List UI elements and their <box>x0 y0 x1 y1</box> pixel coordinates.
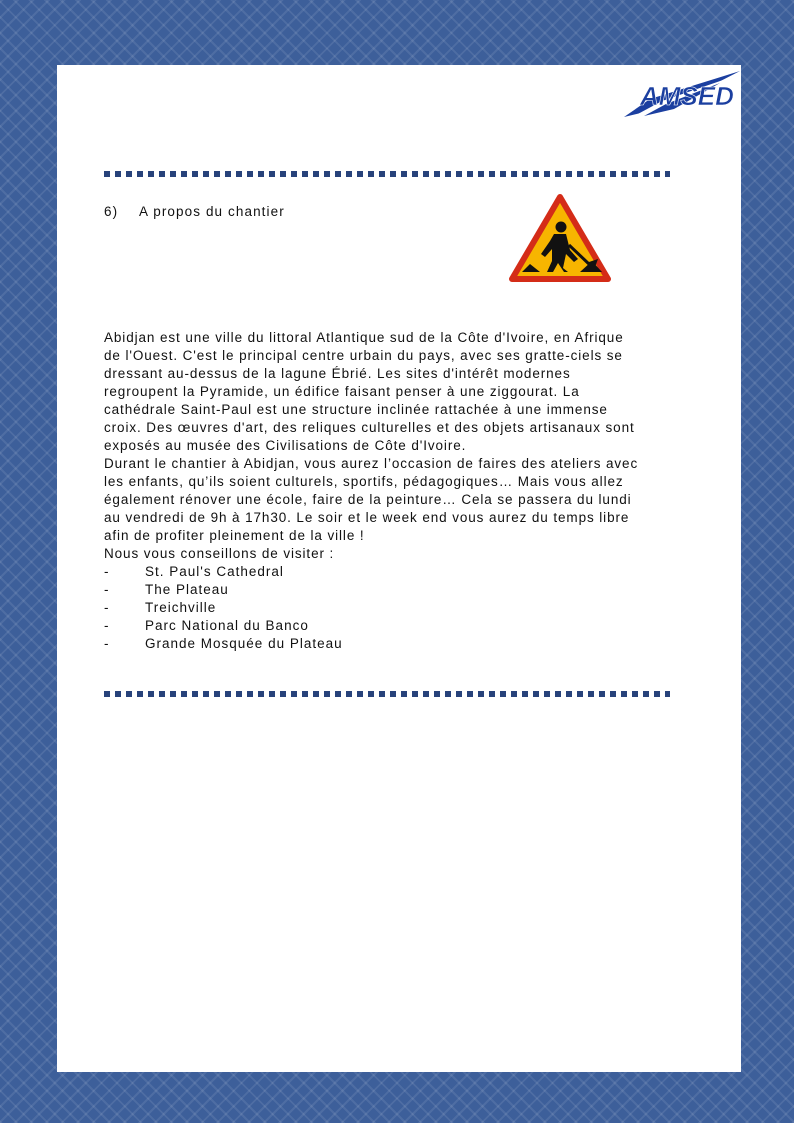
list-item <box>104 617 343 635</box>
list-bullet: - <box>104 636 110 651</box>
list-bullet: - <box>104 582 110 597</box>
visit-list <box>104 563 343 653</box>
section-heading <box>104 204 285 219</box>
list-item-label: St. Paul's Cathedral <box>145 564 284 579</box>
list-bullet: - <box>104 600 110 615</box>
page-sheet <box>57 65 741 1072</box>
list-item-label: Grande Mosquée du Plateau <box>145 636 343 651</box>
svg-text:AMSED: AMSED <box>640 81 734 111</box>
list-bullet: - <box>104 564 110 579</box>
paragraph-abidjan: Abidjan est une ville du littoral Atlantique sud de la Côte d'Ivoire, en Afrique de l'Ouest. C'est le principal centre urbain du pays, avec ses gratte-ciels se dressant au-dessus de la lagune Ébrié. Les sites d'intérêt modernes regroupent la Pyramide, un édifice faisant penser à une ziggourat. La cathédrale Saint-Paul est une structure inclinée rattachée à une immense croix. Des œuvres d'art, des reliques culturelles et des objets artisanaux sont exposés au musée des Civilisations de Côte d'Ivoire. <box>104 330 635 453</box>
road-work-sign-icon <box>508 193 612 285</box>
section-number: 6) <box>104 204 119 219</box>
dotted-divider-bottom <box>104 691 670 697</box>
dotted-divider-top <box>104 171 670 177</box>
list-item <box>104 635 343 653</box>
visit-intro: Nous vous conseillons de visiter : <box>104 546 335 561</box>
section-title: A propos du chantier <box>139 204 285 219</box>
list-item <box>104 563 343 581</box>
body-text <box>104 329 724 563</box>
list-item <box>104 581 343 599</box>
paragraph-chantier: Durant le chantier à Abidjan, vous aurez l’occasion de faires des ateliers avec les enfants, qu’ils soient culturels, sportifs, pédagogiques… Mais vous allez également rénover une école, faire de la peinture… Cela se passera du lundi au vendredi de 9h à 17h30. Le soir et le week end vous aurez du temps libre afin de profiter pleinement de la ville ! <box>104 456 639 543</box>
list-item-label: The Plateau <box>145 582 229 597</box>
list-item-label: Parc National du Banco <box>145 618 309 633</box>
amsed-logo <box>622 67 742 121</box>
list-item-label: Treichville <box>145 600 217 615</box>
list-bullet: - <box>104 618 110 633</box>
list-item <box>104 599 343 617</box>
